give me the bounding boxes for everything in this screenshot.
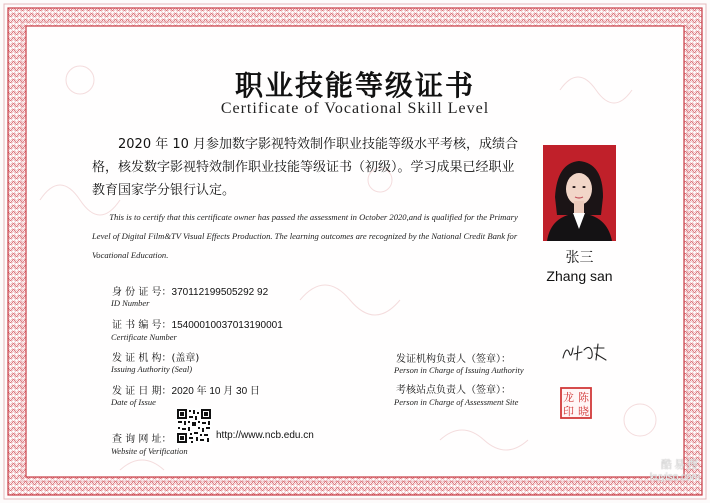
id-number-label: 身 份 证 号： [112, 287, 172, 298]
website-label-en: Website of Verification [111, 446, 188, 456]
issuing-authority-label-en: Issuing Authority (Seal) [111, 364, 193, 374]
website-link[interactable] [216, 430, 314, 441]
svg-text:陈: 陈 [578, 391, 589, 404]
holder-name-cn: 张三 [565, 250, 594, 266]
svg-text:龙: 龙 [563, 391, 574, 404]
issuer-person-label: 发证机构负责人（签章）： [396, 354, 511, 365]
id-number-row [112, 283, 268, 298]
certificate-number-label: 证 书 编 号： [112, 320, 172, 331]
website-label: 查 询 网 址： [112, 434, 172, 445]
watermark-url: kuyiso.com [649, 472, 700, 483]
holder-photo [543, 145, 616, 241]
watermark-name: 酷易搜 [661, 458, 700, 471]
certificate-number-row [112, 316, 283, 331]
certificate-number-value: 15400010037013190001 [171, 320, 283, 331]
issue-date-label-en: Date of Issue [111, 397, 156, 407]
assessment-person-label: 考核站点负责人（签章）： [396, 385, 511, 396]
statement-cn: 2020 年 10 月参加数字影视特效制作职业技能等级水平考核，成绩合格，核发数字影视特效制作职业技能等级证书（初级）。学习成果已经职业教育国家学分银行认定。 [92, 137, 519, 198]
issuing-authority-label: 发 证 机 构：(盖章) [112, 353, 200, 364]
handwritten-signature [560, 342, 608, 364]
svg-text:晓: 晓 [578, 405, 589, 418]
issue-date-row [112, 382, 260, 397]
issue-date-value: 2020 年 10 月 30 日 [171, 386, 260, 397]
svg-text:印: 印 [563, 405, 574, 418]
holder-name-en: Zhang san [546, 268, 613, 284]
certificate-number-label-en: Certificate Number [111, 332, 177, 342]
certificate-title-en: Certificate of Vocational Skill Level [220, 100, 490, 117]
assessment-person-label-en: Person in Charge of Assessment Site [394, 397, 519, 407]
site-watermark [620, 456, 700, 483]
id-number-value: 370112199505292 92 [171, 287, 269, 298]
certificate-title-cn: 职业技能等级证书 [234, 69, 475, 102]
id-number-label-en: ID Number [111, 298, 150, 308]
issuer-person-label-en: Person in Charge of Issuing Authority [394, 365, 524, 375]
personal-seal-stamp [560, 387, 592, 419]
statement-en: This is to certify that this certificate owner has passed the assessment in October 2020,and is qualified for the Primary Level of Digital Film&TV Visual Effects Production. The learning outcomes are recognized by the National Credit Bank for Vocational Education. [92, 212, 518, 260]
issue-date-label: 发 证 日 期： [112, 386, 172, 397]
website-url[interactable]: http://www.ncb.edu.cn [216, 430, 314, 441]
verification-qr-code[interactable] [176, 408, 212, 444]
